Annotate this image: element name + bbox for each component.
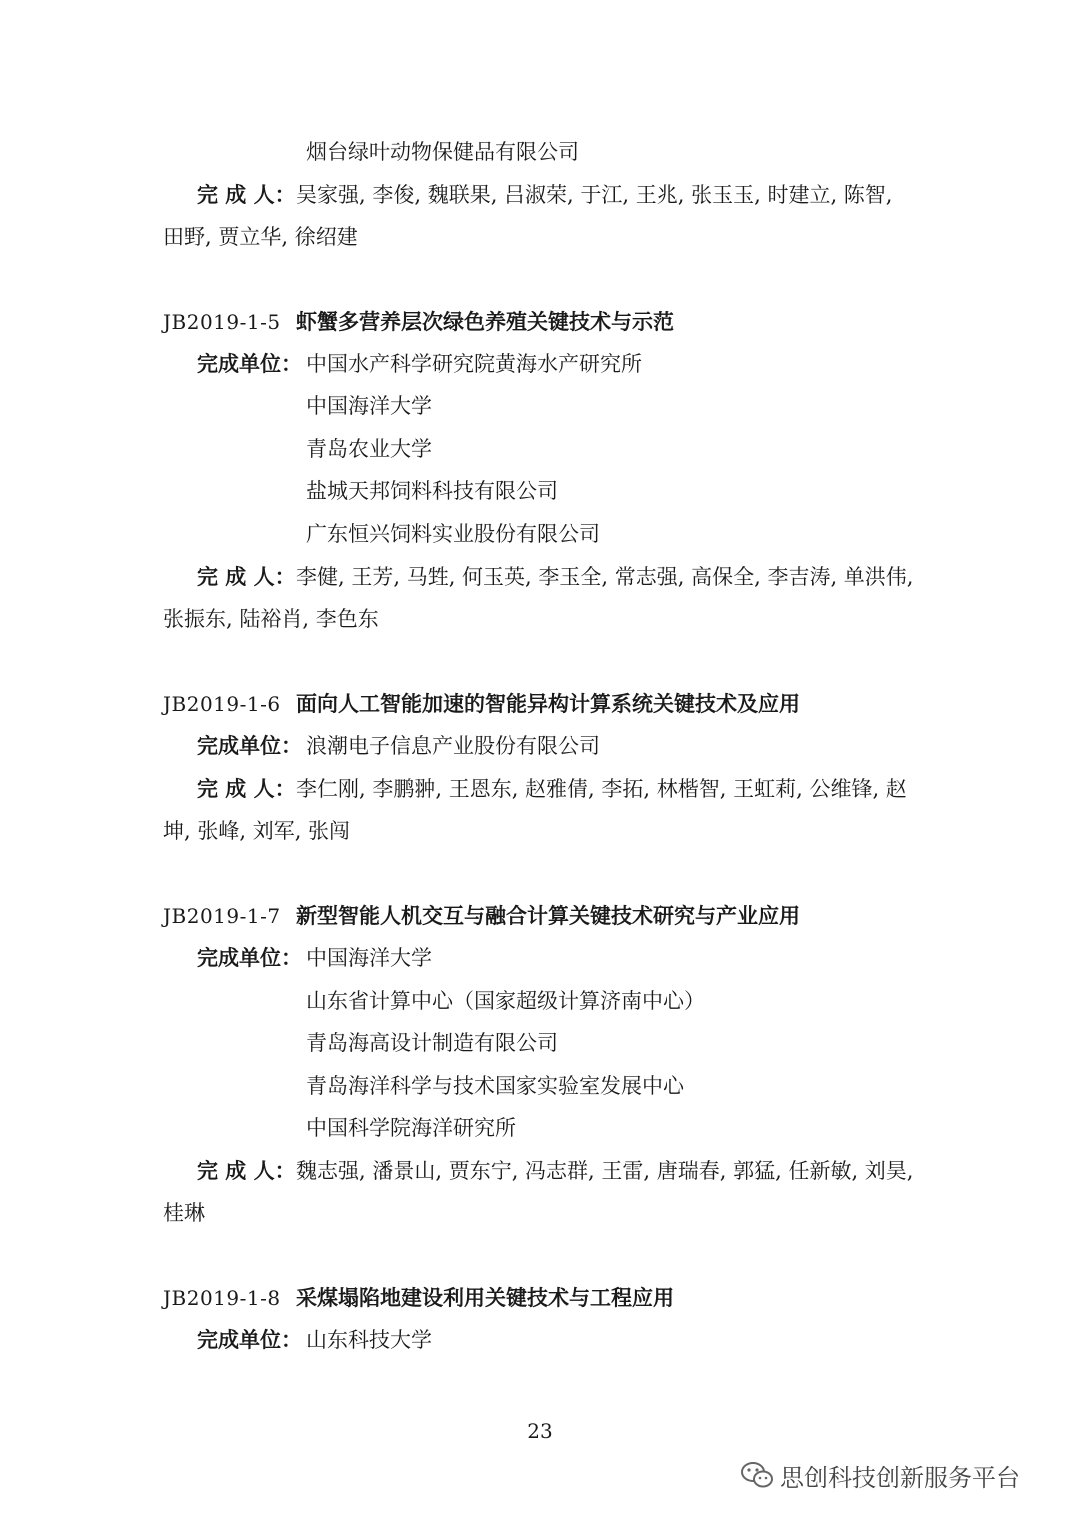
entry-code: JB2019-1-5 <box>163 310 281 334</box>
entry-title: 虾蟹多营养层次绿色养殖关键技术与示范 <box>296 310 674 334</box>
entry-code: JB2019-1-6 <box>163 692 281 716</box>
persons-list-continued: 坤, 张峰, 刘军, 张闯 <box>163 819 351 843</box>
watermark-text: 思创科技创新服务平台 <box>780 1463 1020 1492</box>
page-number: 23 <box>527 1419 553 1443</box>
persons-label: 完 成 人： <box>197 1159 296 1183</box>
persons-list: 李仁刚, 李鹏翀, 王恩东, 赵雅倩, 李拓, 林楷智, 王虹莉, 公维锋, 赵 <box>296 777 907 801</box>
entry-code: JB2019-1-8 <box>163 1286 281 1310</box>
unit-name: 青岛农业大学 <box>306 437 432 461</box>
unit-name: 中国水产科学研究院黄海水产研究所 <box>306 352 642 376</box>
persons-label: 完 成 人： <box>197 565 296 589</box>
unit-name: 青岛海高设计制造有限公司 <box>306 1031 558 1055</box>
persons-list-continued: 田野, 贾立华, 徐绍建 <box>163 225 358 249</box>
watermark <box>740 1458 1020 1492</box>
units-label: 完成单位： <box>197 352 302 376</box>
persons-list-continued: 桂琳 <box>163 1201 205 1225</box>
unit-name: 中国科学院海洋研究所 <box>306 1116 516 1140</box>
unit-name: 中国海洋大学 <box>306 946 432 970</box>
persons-list: 吴家强, 李俊, 魏联果, 吕淑荣, 于江, 王兆, 张玉玉, 时建立, 陈智, <box>296 183 893 207</box>
unit-name: 中国海洋大学 <box>306 394 432 418</box>
units-label: 完成单位： <box>197 734 302 758</box>
persons-list: 李健, 王芳, 马甡, 何玉英, 李玉全, 常志强, 高保全, 李吉涛, 单洪伟, <box>296 565 914 589</box>
unit-name: 广东恒兴饲料实业股份有限公司 <box>306 522 600 546</box>
unit-name: 浪潮电子信息产业股份有限公司 <box>306 734 600 758</box>
unit-name: 盐城天邦饲料科技有限公司 <box>306 479 558 503</box>
entry-title: 面向人工智能加速的智能异构计算系统关键技术及应用 <box>296 692 800 716</box>
persons-label: 完 成 人： <box>197 183 296 207</box>
units-label: 完成单位： <box>197 1328 302 1352</box>
unit-name: 山东省计算中心（国家超级计算济南中心） <box>306 989 705 1013</box>
persons-label: 完 成 人： <box>197 777 296 801</box>
entry-title: 新型智能人机交互与融合计算关键技术研究与产业应用 <box>296 904 800 928</box>
persons-list-continued: 张振东, 陆裕肖, 李色东 <box>163 607 379 631</box>
wechat-icon <box>740 1461 774 1489</box>
entry-code: JB2019-1-7 <box>163 904 281 928</box>
unit-name: 山东科技大学 <box>306 1328 432 1352</box>
entry-title: 采煤塌陷地建设利用关键技术与工程应用 <box>296 1286 674 1310</box>
unit-name: 烟台绿叶动物保健品有限公司 <box>306 140 579 164</box>
persons-list: 魏志强, 潘景山, 贾东宁, 冯志群, 王雷, 唐瑞春, 郭猛, 任新敏, 刘昊, <box>296 1159 914 1183</box>
units-label: 完成单位： <box>197 946 302 970</box>
unit-name: 青岛海洋科学与技术国家实验室发展中心 <box>306 1074 684 1098</box>
